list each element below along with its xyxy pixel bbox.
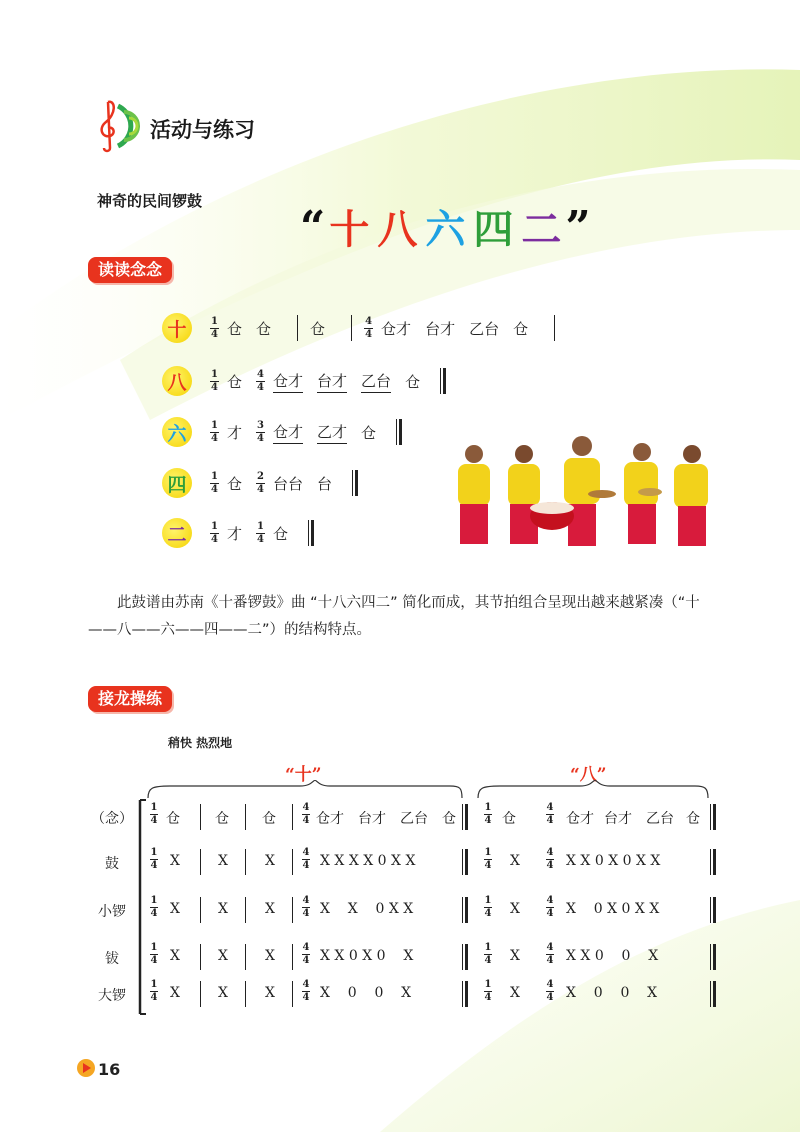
time-signature: 4 4 [546, 802, 554, 826]
brace-ba [478, 780, 708, 798]
instrument-label: 钹 [105, 951, 119, 967]
score-cell: X [170, 853, 180, 869]
time-signature-numerator: 1 [211, 470, 218, 482]
rhythm-syllable: 才 [227, 524, 243, 543]
time-signature: 1 4 [150, 979, 158, 1003]
score-cell: X [265, 853, 275, 869]
score-cell: X X 0 X 0 X [320, 948, 414, 964]
instrument-label: （念） [91, 811, 133, 827]
rhythm-syllable: 仓才 [381, 319, 412, 338]
score-cell: 乙台 [400, 811, 428, 827]
score-cell: X [170, 901, 180, 917]
rhythm-syllable: 仓 [273, 524, 289, 543]
rhythm-syllable: 乙台 [469, 319, 500, 338]
time-signature [210, 421, 219, 444]
time-signature: 4 4 [546, 895, 554, 919]
rhythm-syllable: 乙才 [317, 421, 347, 444]
time-signature-numerator: 2 [257, 470, 264, 482]
time-signature-numerator: 1 [211, 520, 218, 532]
final-bar-line [396, 419, 402, 445]
rhythm-syllable: 仓 [227, 474, 243, 493]
final-bar-line [710, 944, 716, 970]
rhythm-syllable: 仓才 [273, 421, 303, 444]
rhythm-syllable: 乙台 [361, 370, 391, 393]
score-cell: X X 0 0 X [566, 948, 659, 964]
time-signature [256, 472, 265, 495]
score-cell: 仓才 [566, 811, 594, 827]
section-braces [140, 780, 740, 800]
drummer-figure [674, 445, 708, 546]
header-title: 活动与练习 [150, 118, 255, 142]
time-signature [256, 370, 265, 393]
score-cell: X X 0 X X [320, 901, 414, 917]
bar-line [292, 944, 293, 970]
instrument-label: 鼓 [105, 856, 119, 872]
rhythm-syllable: 仓 [227, 319, 243, 338]
final-bar-line [462, 981, 468, 1007]
bar-line [351, 315, 352, 341]
score-cell: X 0 0 X [320, 985, 412, 1001]
final-bar-line [352, 470, 358, 496]
rhythm-syllable: 台 [317, 474, 333, 493]
title-char: 八 [377, 206, 418, 253]
row-badge: 四 [162, 468, 192, 498]
score-cell: X X X X 0 X X [320, 853, 416, 869]
score-row [90, 977, 730, 1011]
bar-line [200, 849, 201, 875]
time-signature-denominator: 4 [211, 328, 218, 340]
time-signature: 4 4 [546, 847, 554, 871]
subtitle: 神奇的民间锣鼓 [97, 192, 203, 210]
score-cell: X [218, 853, 228, 869]
section-tag-read: 读读念念 [88, 257, 172, 283]
bar-line [200, 804, 201, 830]
score-cell: X [265, 901, 275, 917]
score-cell: X [265, 948, 275, 964]
score-cell: 仓才 [316, 811, 344, 827]
rhythm-syllable: 台才 [317, 370, 347, 393]
rhythm-syllable: 仓 [227, 372, 243, 391]
title-char: 六 [425, 206, 466, 253]
rhythm-syllable: 仓 [361, 423, 377, 442]
time-signature-denominator: 4 [211, 432, 218, 444]
score-cell: X [510, 985, 520, 1001]
score-cell: X [170, 948, 180, 964]
time-signature-denominator: 4 [211, 483, 218, 495]
bar-line [554, 315, 555, 341]
rhythm-row [162, 516, 314, 550]
row-badge: 十 [162, 313, 192, 343]
time-signature: 4 4 [302, 847, 310, 871]
score-cell: 仓 [686, 811, 700, 827]
score-cell: X [218, 985, 228, 1001]
time-signature: 4 4 [546, 979, 554, 1003]
time-signature: 1 4 [484, 942, 492, 966]
row-badge: 二 [162, 518, 192, 548]
bar-line [245, 804, 246, 830]
score-cell: X [218, 948, 228, 964]
time-signature [210, 522, 219, 545]
time-signature: 4 4 [302, 979, 310, 1003]
instrument-label: 大锣 [98, 988, 126, 1004]
score-cell: 仓 [215, 811, 229, 827]
bar-line [200, 981, 201, 1007]
rhythm-row [162, 466, 358, 500]
time-signature-denominator: 4 [211, 381, 218, 393]
score-cell: 台才 [604, 811, 632, 827]
bar-line [245, 897, 246, 923]
time-signature-denominator: 4 [257, 432, 264, 444]
score-cell: 台才 [358, 811, 386, 827]
section-tag-practice: 接龙操练 [88, 686, 172, 712]
row-badge: 六 [162, 417, 192, 447]
bar-line [292, 804, 293, 830]
bar-line [292, 897, 293, 923]
time-signature-numerator: 1 [211, 315, 218, 327]
score-cell: 仓 [166, 811, 180, 827]
score-cell: 仓 [502, 811, 516, 827]
time-signature-numerator: 4 [365, 315, 373, 327]
rhythm-syllable: 仓 [513, 319, 529, 338]
time-signature [210, 370, 219, 393]
score-cell: X [265, 985, 275, 1001]
section-label-shi: “十” [285, 765, 322, 785]
bar-line [245, 849, 246, 875]
final-bar-line [462, 849, 468, 875]
open-quote: “ [300, 202, 326, 253]
time-signature-denominator: 4 [211, 533, 218, 545]
score-cell: X 0 0 X [566, 985, 658, 1001]
close-quote: ” [565, 202, 591, 253]
small-gong [588, 490, 616, 498]
time-signature: 1 4 [150, 847, 158, 871]
score-row [90, 845, 730, 879]
time-signature-denominator: 4 [257, 483, 264, 495]
time-signature: 1 4 [484, 979, 492, 1003]
score-cell: 乙台 [646, 811, 674, 827]
score-cell: X [510, 948, 520, 964]
description-paragraph: 此鼓谱由苏南《十番锣鼓》曲 “十八六四二” 简化而成，其节拍组合呈现出越来越紧凑（“十——八——六——四——二”）的结构特点。 [88, 595, 700, 638]
drum-head [530, 502, 574, 514]
bar-line [200, 944, 201, 970]
final-bar-line [308, 520, 314, 546]
time-signature: 1 4 [484, 847, 492, 871]
rhythm-syllable: 才 [227, 423, 243, 442]
final-bar-line [710, 981, 716, 1007]
brace-shi [148, 780, 462, 798]
row-badge: 八 [162, 366, 192, 396]
score-cell: X [170, 985, 180, 1001]
time-signature [256, 421, 265, 444]
rhythm-syllable: 仓才 [273, 370, 303, 393]
time-signature: 4 4 [546, 942, 554, 966]
time-signature: 1 4 [150, 895, 158, 919]
score-cell: 仓 [442, 811, 456, 827]
section-label-ba: “八” [570, 765, 607, 785]
time-signature: 4 4 [302, 942, 310, 966]
final-bar-line [440, 368, 446, 394]
time-signature [210, 317, 219, 340]
final-bar-line [710, 804, 716, 830]
final-bar-line [462, 897, 468, 923]
time-signature-denominator: 4 [365, 328, 373, 340]
score-cell: X 0 X 0 X X [566, 901, 660, 917]
drummer-figure [458, 445, 490, 544]
cymbal [638, 488, 662, 496]
rhythm-row [162, 415, 402, 449]
time-signature: 4 4 [302, 895, 310, 919]
score-cell: X [218, 901, 228, 917]
rhythm-syllable: 仓 [256, 319, 272, 338]
final-bar-line [462, 944, 468, 970]
score-cell: X X 0 X 0 X X [566, 853, 661, 869]
treble-clef-icon [96, 96, 152, 154]
time-signature-numerator: 1 [211, 368, 218, 380]
score-row [90, 940, 730, 974]
tempo-marking: 稍快 热烈地 [168, 736, 233, 750]
final-bar-line [710, 849, 716, 875]
drummers-photo [452, 432, 722, 554]
rhythm-syllable: 台才 [425, 319, 456, 338]
bar-line [297, 315, 298, 341]
time-signature [210, 472, 219, 495]
score-cell: 仓 [262, 811, 276, 827]
rhythm-syllable: 仓 [310, 319, 326, 338]
title-char: 十 [329, 206, 370, 253]
bar-line [245, 944, 246, 970]
page-number: 16 [98, 1060, 121, 1079]
title-char: 二 [521, 206, 562, 253]
score-row [90, 800, 730, 834]
time-signature [256, 522, 265, 545]
rhythm-row [162, 364, 446, 398]
time-signature-numerator: 3 [257, 419, 264, 431]
final-bar-line [462, 804, 468, 830]
bar-line [245, 981, 246, 1007]
instrument-label: 小锣 [98, 904, 126, 920]
bar-line [292, 981, 293, 1007]
time-signature: 1 4 [150, 802, 158, 826]
time-signature-numerator: 4 [257, 368, 264, 380]
time-signature-numerator: 1 [257, 520, 264, 532]
score-cell: X [510, 901, 520, 917]
time-signature: 1 4 [150, 942, 158, 966]
time-signature: 4 4 [302, 802, 310, 826]
rhythm-row [162, 311, 567, 345]
big-title [300, 200, 591, 253]
bar-line [292, 849, 293, 875]
time-signature-denominator: 4 [257, 381, 264, 393]
page-number-icon [76, 1058, 96, 1078]
drummer-figure [508, 445, 540, 544]
score-cell: X [510, 853, 520, 869]
time-signature [364, 317, 373, 340]
time-signature: 1 4 [484, 802, 492, 826]
time-signature-numerator: 1 [211, 419, 218, 431]
bar-line [200, 897, 201, 923]
time-signature: 1 4 [484, 895, 492, 919]
rhythm-syllable: 台台 [273, 474, 304, 493]
final-bar-line [710, 897, 716, 923]
score-row [90, 893, 730, 927]
time-signature-denominator: 4 [257, 533, 264, 545]
title-char: 四 [473, 206, 514, 253]
rhythm-syllable: 仓 [405, 372, 421, 391]
